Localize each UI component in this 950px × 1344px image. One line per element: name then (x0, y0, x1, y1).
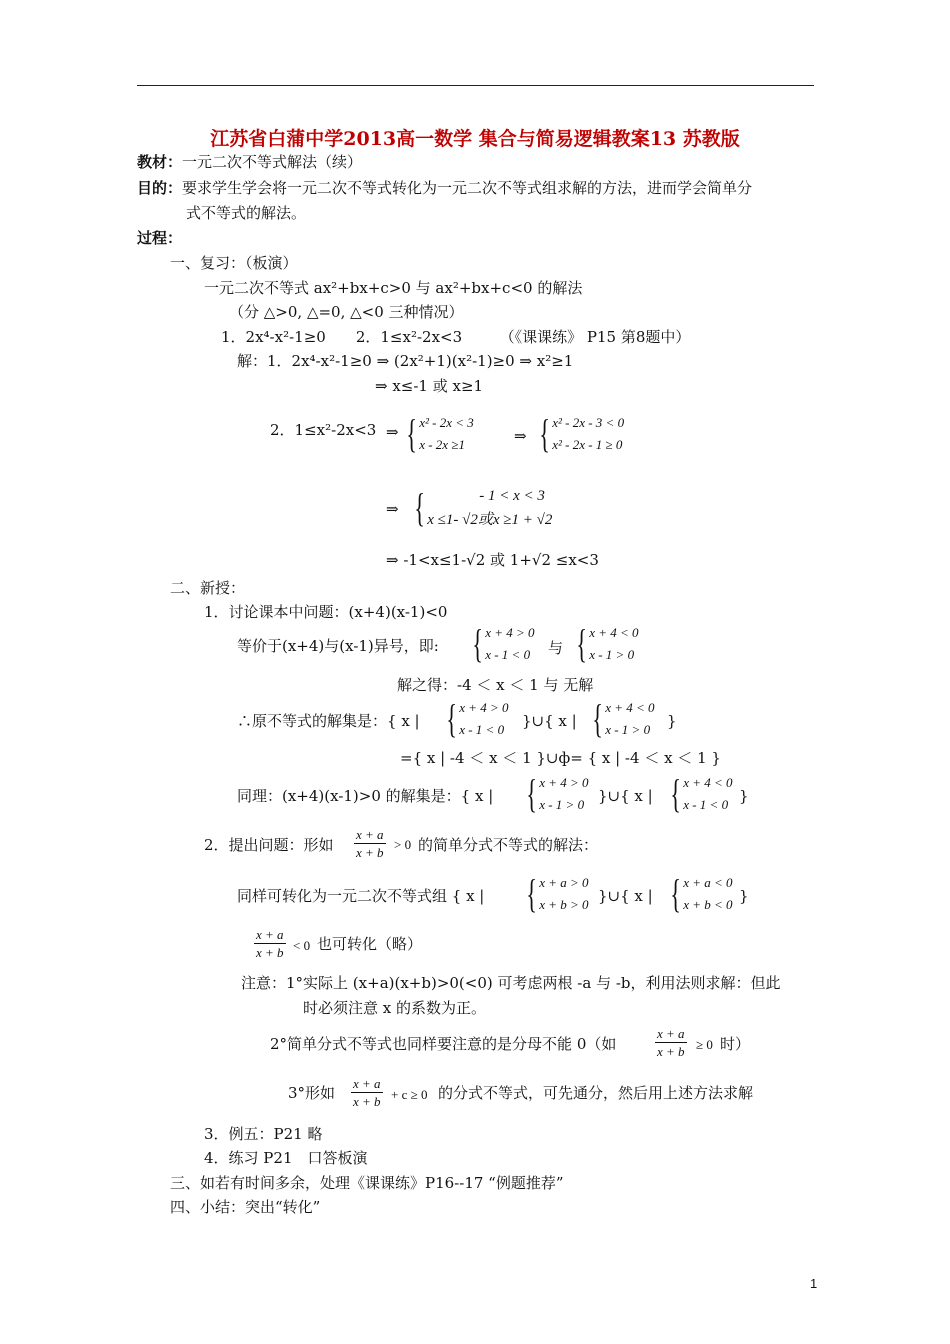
system-row: x + a < 0 (683, 875, 733, 890)
review-line-2: （分 △>0, △=0, △<0 三种情况） (229, 303, 464, 321)
system-b-row: x² - 2x - 1 ≥ 0 (552, 437, 623, 452)
fraction-denominator: x + b (256, 945, 284, 960)
page-number: 1 (810, 1276, 818, 1291)
union-sign: }∪{ x | (522, 712, 577, 730)
implies-arrow: ⇒ (386, 423, 399, 441)
union-sign: }∪{ x | (598, 787, 653, 805)
note-3a: 3°形如 (288, 1084, 336, 1102)
equiv-text: 等价于(x+4)与(x-1)异号，即: (237, 637, 439, 655)
solve-result: 解之得：-4 ＜ x ＜ 1 与 无解 (397, 676, 594, 694)
system-row: x - 1 > 0 (605, 722, 651, 737)
fraction (354, 826, 386, 861)
fraction-denominator: x + b (353, 1094, 381, 1109)
solution-1a: 解：1．2x⁴-x²-1≥0 ⇒ (2x²+1)(x²-1)≥0 ⇒ x²≥1 (237, 352, 574, 370)
solution-set-result: ={ x | -4 ＜ x ＜ 1 }∪ф= { x | -4 ＜ x ＜ 1 } (400, 749, 721, 767)
brace-icon: { (526, 771, 537, 816)
system-row: x + a > 0 (539, 875, 589, 890)
system-d-row: x + 4 > 0 (485, 625, 535, 640)
brace-icon: { (592, 696, 603, 741)
page-title: 江苏省白蒲中学2013高一数学 集合与简易逻辑教案13 苏教版 (210, 128, 740, 150)
gt-zero: > 0 (394, 837, 412, 852)
lt-zero: < 0 (293, 938, 311, 953)
system-row: x + b > 0 (539, 897, 589, 912)
system-c (410, 484, 552, 532)
goal-text-2: 式不等式的解法。 (186, 204, 307, 222)
system-row: x + b < 0 (683, 897, 733, 912)
system-row: x + 4 < 0 (683, 775, 733, 790)
system-a-row: x - 2x ≥1 (419, 437, 465, 452)
brace-icon: { (670, 771, 681, 816)
fraction (351, 1075, 383, 1110)
system-i (666, 872, 733, 916)
system-c-row: - 1 < x < 3 (479, 488, 545, 504)
section-2-heading: 二、新授： (170, 579, 246, 597)
system-d2 (442, 697, 509, 741)
system-row: x - 1 < 0 (459, 722, 505, 737)
system-e (572, 622, 639, 666)
convert-text: 同样可转化为一元二次不等式组 { x | (237, 887, 485, 905)
goal-text-1: 要求学生学会将一元二次不等式转化为一元二次不等式组求解的方法，进而学会简单分 (182, 179, 753, 197)
item-1: 1．讨论课本中问题：(x+4)(x-1)<0 (204, 603, 448, 621)
close-brace: } (739, 887, 749, 905)
brace-icon: { (406, 411, 417, 456)
system-c-row: x ≤1- √2或x ≥1 + √2 (427, 512, 553, 528)
fraction-numerator: x + a (356, 827, 384, 842)
system-a-row: x² - 2x < 3 (419, 415, 474, 430)
fraction-numerator: x + a (657, 1026, 685, 1041)
fraction (254, 926, 286, 961)
fraction-denominator: x + b (657, 1044, 685, 1059)
solution-2-label: 2．1≤x²-2x<3 (270, 421, 377, 439)
solution-1b: ⇒ x≤-1 或 x≥1 (375, 377, 484, 395)
implies-arrow: ⇒ (514, 427, 527, 445)
union-sign: }∪{ x | (598, 887, 653, 905)
brace-icon: { (670, 871, 681, 916)
system-row: x - 1 > 0 (539, 797, 585, 812)
system-row: x + 4 > 0 (539, 775, 589, 790)
textbook-text: 一元二次不等式解法（续） (182, 153, 363, 171)
brace-icon: { (446, 696, 457, 741)
header-rule (137, 85, 814, 86)
system-row: x - 1 < 0 (683, 797, 729, 812)
system-f (522, 772, 589, 816)
note-3b: 的分式不等式，可先通分，然后用上述方法求解 (438, 1084, 754, 1102)
section-4: 四、小结：突出“转化” (170, 1198, 321, 1216)
system-h (522, 872, 589, 916)
item-2-b: 的简单分式不等式的解法： (418, 836, 599, 854)
goal-line (137, 178, 752, 198)
brace-icon: { (414, 485, 425, 530)
fraction-denominator: x + b (356, 845, 384, 860)
system-d (468, 622, 535, 666)
textbook-line (137, 152, 362, 172)
system-row: x + 4 < 0 (605, 700, 655, 715)
review-line-1: 一元二次不等式 ax²+bx+c>0 与 ax²+bx+c<0 的解法 (204, 279, 583, 297)
system-b-row: x² - 2x - 3 < 0 (552, 415, 625, 430)
item-2-a: 2．提出问题：形如 (204, 836, 334, 854)
brace-icon: { (576, 621, 587, 666)
system-a (402, 412, 474, 456)
system-e-row: x + 4 < 0 (589, 625, 639, 640)
brace-icon: { (539, 411, 550, 456)
review-final: ⇒ -1<x≤1-√2 或 1+√2 ≤x<3 (386, 551, 599, 569)
brace-icon: { (526, 871, 537, 916)
similar-text: 同理：(x+4)(x-1)>0 的解集是：{ x | (237, 787, 494, 805)
system-g (666, 772, 733, 816)
ge-zero: ≥ 0 (696, 1037, 713, 1052)
system-row: x + 4 > 0 (459, 700, 509, 715)
note-2b: 时） (720, 1035, 751, 1053)
item-4: 4．练习 P21 口答板演 (204, 1149, 368, 1167)
solution-set-label: ∴原不等式的解集是：{ x | (237, 712, 420, 730)
note-2a: 2°简单分式不等式也同样要注意的是分母不能 0（如 (270, 1035, 617, 1053)
also-convert: 也可转化（略） (317, 935, 423, 953)
fraction-numerator: x + a (256, 927, 284, 942)
textbook-label: 教材： (137, 153, 183, 171)
close-brace: } (667, 712, 677, 730)
review-problems: 1．2x⁴-x²-1≥0 2．1≤x²-2x<3 （《课课练》 P15 第8题中） (221, 328, 691, 346)
plus-c-ge-zero: + c ≥ 0 (391, 1087, 428, 1102)
fraction-numerator: x + a (353, 1076, 381, 1091)
item-3: 3．例五：P21 略 (204, 1125, 323, 1143)
brace-icon: { (472, 621, 483, 666)
section-1-heading: 一、复习：（板演） (170, 254, 298, 272)
process-label: 过程： (137, 229, 183, 247)
fraction (655, 1025, 687, 1060)
and-word: 与 (548, 639, 564, 657)
system-b (535, 412, 624, 456)
system-e2 (588, 697, 655, 741)
system-d-row: x - 1 < 0 (485, 647, 531, 662)
note-1a: 注意：1°实际上 (x+a)(x+b)>0(<0) 可考虑两根 -a 与 -b，利用法则求解：但此 (241, 974, 781, 992)
note-1b: 时必须注意 x 的系数为正。 (303, 999, 486, 1017)
implies-arrow: ⇒ (386, 500, 399, 518)
system-e-row: x - 1 > 0 (589, 647, 635, 662)
close-brace: } (739, 787, 749, 805)
section-3: 三、如若有时间多余，处理《课课练》P16--17 “例题推荐” (170, 1174, 564, 1192)
goal-label: 目的： (137, 179, 183, 197)
